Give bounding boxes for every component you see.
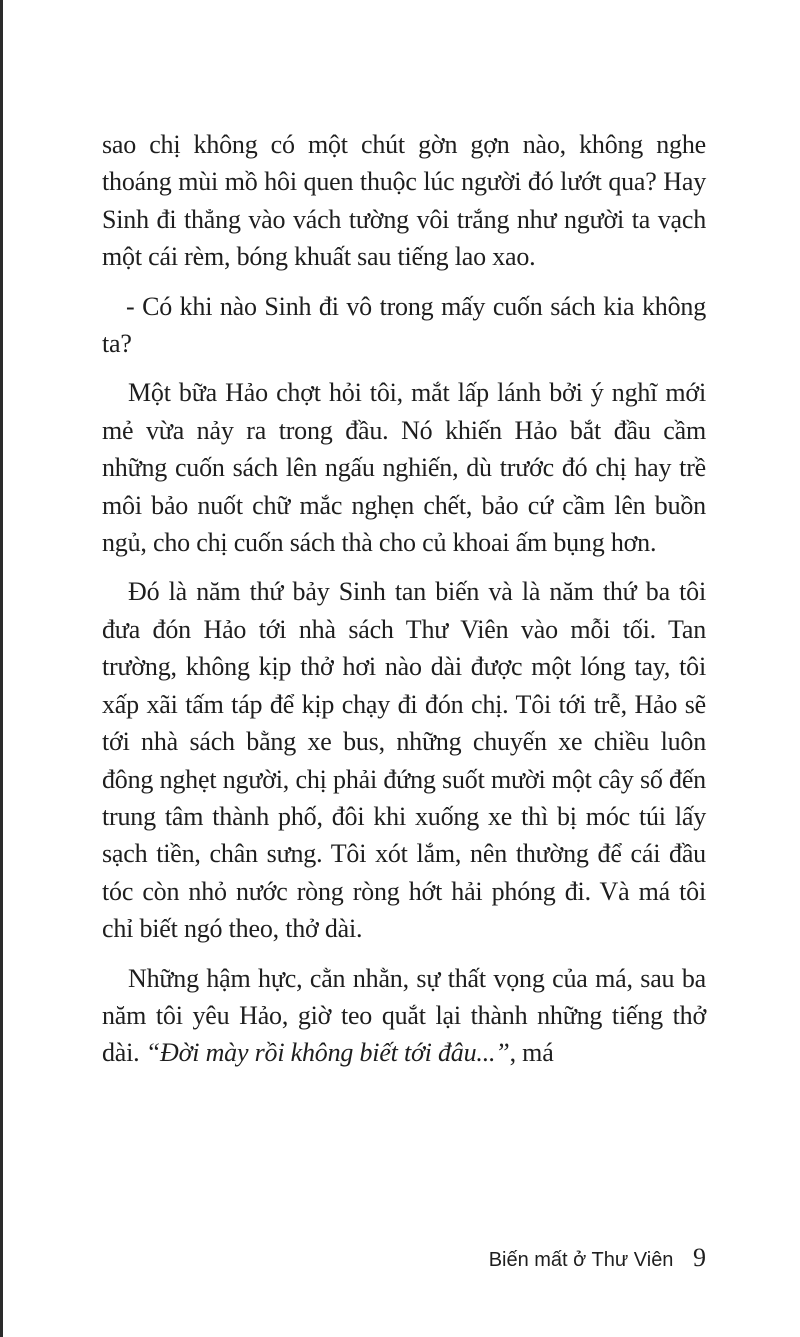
page-footer	[0, 1243, 706, 1273]
paragraph-5-end: , má	[509, 1038, 554, 1068]
paragraph-4: Đó là năm thứ bảy Sinh tan biến và là năm thứ ba tôi đưa đón Hảo tới nhà sách Thư Viên vào mỗi tối. Tan trường, không kịp thở hơi nào dài được một lóng tay, tôi xấp xãi tấm táp để kịp chạy đi đón chị. Tôi tới trễ, Hảo sẽ tới nhà sách bằng xe bus, những chuyến xe chiều luôn đông nghẹt người, chị phải đứng suốt mười một cây số đến trung tâm thành phố, đôi khi xuống xe thì bị móc túi lấy sạch tiền, chân sưng. Tôi xót lắm, nên thường để cái đầu tóc còn nhỏ nước ròng ròng hớt hải phóng đi. Và má tôi chỉ biết ngó theo, thở dài.	[102, 577, 706, 944]
page-edge-shadow	[0, 0, 3, 1337]
body-text	[102, 126, 706, 1084]
paragraph-3: Một bữa Hảo chợt hỏi tôi, mắt lấp lánh bởi ý nghĩ mới mẻ vừa nảy ra trong đầu. Nó khiến Hảo bắt đầu cầm những cuốn sách lên ngấu nghiến, dù trước đó chị hay trề môi bảo nuốt chữ mắc nghẹn chết, bảo cứ cầm lên buồn ngủ, cho chị cuốn sách thà cho củ khoai ấm bụng hơn.	[102, 378, 706, 558]
paragraph-dialogue: - Có khi nào Sinh đi vô trong mấy cuốn sách kia không ta?	[102, 291, 706, 359]
paragraph-5	[102, 960, 706, 1072]
paragraph-5-quote: “Đời mày rồi không biết tới đâu...”	[145, 1038, 510, 1068]
page-number: 9	[693, 1243, 706, 1272]
paragraph-5-start: Những hậm hực, cằn nhằn, sự thất vọng của má, sau ba năm tôi yêu Hảo, giờ teo quắt lại thành những tiếng thở dài.	[102, 963, 706, 1068]
running-title: Biến mất ở Thư Viên	[488, 1249, 674, 1271]
paragraph-1: sao chị không có một chút gờn gợn nào, không nghe thoáng mùi mồ hôi quen thuộc lúc người đó lướt qua? Hay Sinh đi thẳng vào vách tường vôi trắng như người ta vạch một cái rèm, bóng khuất sau tiếng lao xao.	[102, 130, 706, 272]
